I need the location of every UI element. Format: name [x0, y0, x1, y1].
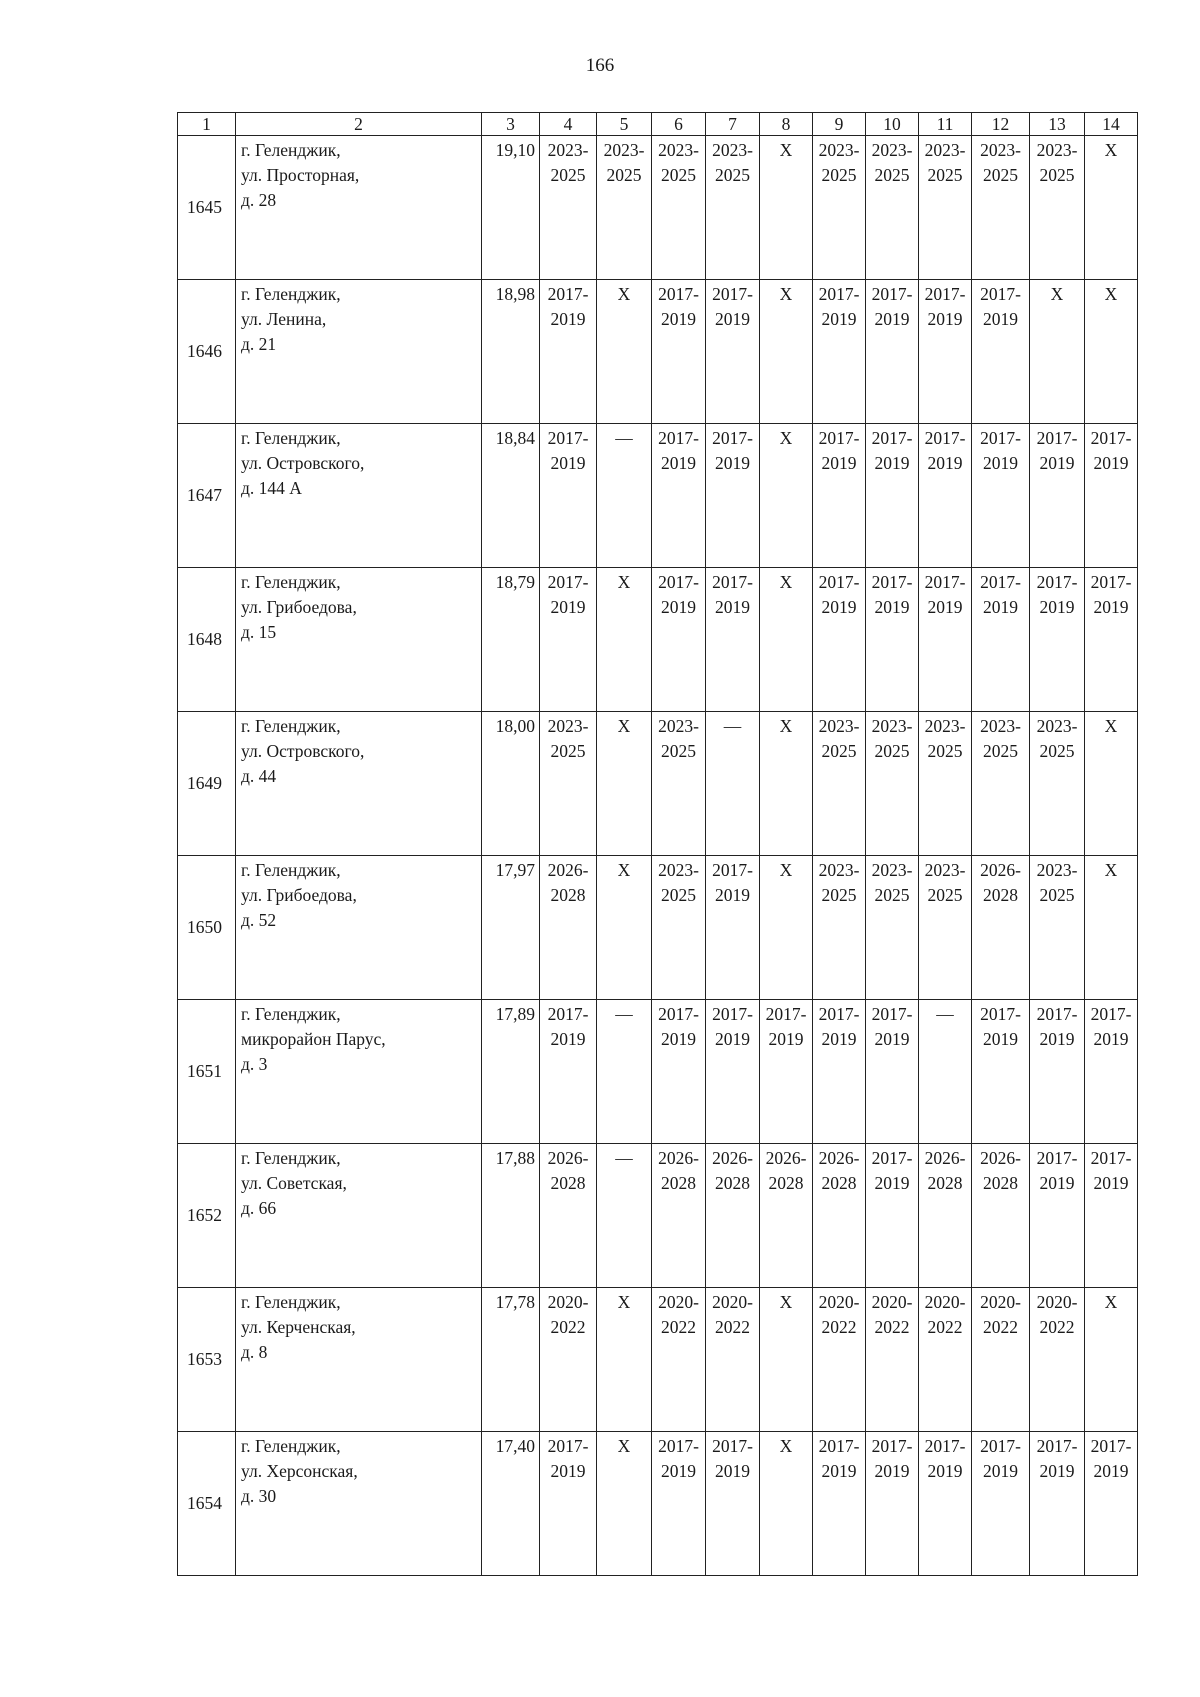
period-cell-col-14: Х: [1085, 280, 1138, 424]
period-cell-col-6: 2023- 2025: [652, 712, 706, 856]
period-cell-col-10: 2017- 2019: [866, 280, 919, 424]
period-cell-col-10: 2023- 2025: [866, 856, 919, 1000]
period-cell-col-5: Х: [597, 712, 652, 856]
column-header-4: 4: [540, 113, 597, 136]
row-number: 1650: [178, 856, 236, 1000]
period-cell-col-9: 2023- 2025: [813, 712, 866, 856]
period-cell-col-14: Х: [1085, 136, 1138, 280]
area-cell: 18,00: [482, 712, 540, 856]
period-cell-col-11: —: [919, 1000, 972, 1144]
period-cell-col-14: 2017- 2019: [1085, 424, 1138, 568]
period-cell-col-8: Х: [760, 1288, 813, 1432]
row-number: 1652: [178, 1144, 236, 1288]
period-cell-col-7: 2017- 2019: [706, 856, 760, 1000]
period-cell-col-8: Х: [760, 280, 813, 424]
period-cell-col-6: 2017- 2019: [652, 280, 706, 424]
table-body: [178, 136, 1138, 1576]
period-cell-col-7: 2020- 2022: [706, 1288, 760, 1432]
period-cell-col-7: 2023- 2025: [706, 136, 760, 280]
area-cell: 17,88: [482, 1144, 540, 1288]
row-number: 1645: [178, 136, 236, 280]
period-cell-col-4: 2017- 2019: [540, 568, 597, 712]
column-header-7: 7: [706, 113, 760, 136]
period-cell-col-13: 2023- 2025: [1030, 136, 1085, 280]
period-cell-col-11: 2017- 2019: [919, 280, 972, 424]
table-header-row: [178, 113, 1138, 136]
period-cell-col-10: 2023- 2025: [866, 712, 919, 856]
period-cell-col-9: 2017- 2019: [813, 280, 866, 424]
period-cell-col-5: 2023- 2025: [597, 136, 652, 280]
period-cell-col-6: 2017- 2019: [652, 568, 706, 712]
period-cell-col-14: Х: [1085, 1288, 1138, 1432]
column-header-9: 9: [813, 113, 866, 136]
row-number: 1647: [178, 424, 236, 568]
column-header-13: 13: [1030, 113, 1085, 136]
period-cell-col-13: 2017- 2019: [1030, 1432, 1085, 1576]
column-header-6: 6: [652, 113, 706, 136]
table-row: [178, 1000, 1138, 1144]
period-cell-col-8: Х: [760, 712, 813, 856]
period-cell-col-9: 2017- 2019: [813, 1000, 866, 1144]
period-cell-col-12: 2026- 2028: [972, 856, 1030, 1000]
period-cell-col-5: —: [597, 424, 652, 568]
period-cell-col-13: 2017- 2019: [1030, 1144, 1085, 1288]
period-cell-col-4: 2023- 2025: [540, 136, 597, 280]
period-cell-col-7: 2017- 2019: [706, 1432, 760, 1576]
area-cell: 17,89: [482, 1000, 540, 1144]
area-cell: 17,78: [482, 1288, 540, 1432]
area-cell: 18,98: [482, 280, 540, 424]
period-cell-col-5: —: [597, 1144, 652, 1288]
period-cell-col-11: 2026- 2028: [919, 1144, 972, 1288]
row-number: 1646: [178, 280, 236, 424]
period-cell-col-14: 2017- 2019: [1085, 1144, 1138, 1288]
period-cell-col-7: 2017- 2019: [706, 568, 760, 712]
period-cell-col-12: 2023- 2025: [972, 712, 1030, 856]
period-cell-col-13: 2017- 2019: [1030, 1000, 1085, 1144]
repair-schedule-table: [177, 112, 1138, 1576]
table-row: [178, 712, 1138, 856]
period-cell-col-6: 2017- 2019: [652, 424, 706, 568]
period-cell-col-14: 2017- 2019: [1085, 568, 1138, 712]
period-cell-col-12: 2020- 2022: [972, 1288, 1030, 1432]
address-cell: г. Геленджик, ул. Херсонская, д. 30: [236, 1432, 482, 1576]
area-cell: 18,79: [482, 568, 540, 712]
period-cell-col-10: 2017- 2019: [866, 1000, 919, 1144]
area-cell: 18,84: [482, 424, 540, 568]
period-cell-col-4: 2017- 2019: [540, 1432, 597, 1576]
row-number: 1651: [178, 1000, 236, 1144]
period-cell-col-13: 2017- 2019: [1030, 568, 1085, 712]
period-cell-col-5: —: [597, 1000, 652, 1144]
period-cell-col-8: 2026- 2028: [760, 1144, 813, 1288]
period-cell-col-8: Х: [760, 1432, 813, 1576]
period-cell-col-11: 2017- 2019: [919, 424, 972, 568]
period-cell-col-8: Х: [760, 136, 813, 280]
period-cell-col-4: 2020- 2022: [540, 1288, 597, 1432]
period-cell-col-10: 2020- 2022: [866, 1288, 919, 1432]
period-cell-col-6: 2023- 2025: [652, 136, 706, 280]
address-cell: г. Геленджик, микрорайон Парус, д. 3: [236, 1000, 482, 1144]
period-cell-col-7: 2017- 2019: [706, 424, 760, 568]
period-cell-col-11: 2020- 2022: [919, 1288, 972, 1432]
period-cell-col-13: Х: [1030, 280, 1085, 424]
period-cell-col-9: 2026- 2028: [813, 1144, 866, 1288]
period-cell-col-11: 2023- 2025: [919, 712, 972, 856]
period-cell-col-13: 2023- 2025: [1030, 712, 1085, 856]
row-number: 1654: [178, 1432, 236, 1576]
period-cell-col-10: 2017- 2019: [866, 1144, 919, 1288]
period-cell-col-4: 2017- 2019: [540, 1000, 597, 1144]
period-cell-col-12: 2017- 2019: [972, 1432, 1030, 1576]
row-number: 1653: [178, 1288, 236, 1432]
column-header-3: 3: [482, 113, 540, 136]
period-cell-col-14: Х: [1085, 712, 1138, 856]
period-cell-col-12: 2017- 2019: [972, 424, 1030, 568]
period-cell-col-4: 2026- 2028: [540, 1144, 597, 1288]
period-cell-col-11: 2017- 2019: [919, 568, 972, 712]
address-cell: г. Геленджик, ул. Керченская, д. 8: [236, 1288, 482, 1432]
period-cell-col-14: 2017- 2019: [1085, 1000, 1138, 1144]
period-cell-col-7: —: [706, 712, 760, 856]
period-cell-col-11: 2023- 2025: [919, 856, 972, 1000]
address-cell: г. Геленджик, ул. Советская, д. 66: [236, 1144, 482, 1288]
period-cell-col-4: 2017- 2019: [540, 424, 597, 568]
address-cell: г. Геленджик, ул. Грибоедова, д. 52: [236, 856, 482, 1000]
row-number: 1649: [178, 712, 236, 856]
period-cell-col-4: 2026- 2028: [540, 856, 597, 1000]
address-cell: г. Геленджик, ул. Просторная, д. 28: [236, 136, 482, 280]
period-cell-col-9: 2017- 2019: [813, 424, 866, 568]
period-cell-col-5: Х: [597, 280, 652, 424]
period-cell-col-10: 2017- 2019: [866, 568, 919, 712]
page-number: 166: [585, 55, 615, 76]
column-header-11: 11: [919, 113, 972, 136]
period-cell-col-6: 2020- 2022: [652, 1288, 706, 1432]
period-cell-col-8: 2017- 2019: [760, 1000, 813, 1144]
period-cell-col-8: Х: [760, 856, 813, 1000]
address-cell: г. Геленджик, ул. Островского, д. 44: [236, 712, 482, 856]
table-row: [178, 1144, 1138, 1288]
period-cell-col-9: 2017- 2019: [813, 568, 866, 712]
column-header-14: 14: [1085, 113, 1138, 136]
period-cell-col-14: Х: [1085, 856, 1138, 1000]
period-cell-col-11: 2017- 2019: [919, 1432, 972, 1576]
period-cell-col-12: 2017- 2019: [972, 1000, 1030, 1144]
column-header-5: 5: [597, 113, 652, 136]
table-row: [178, 1288, 1138, 1432]
row-number: 1648: [178, 568, 236, 712]
period-cell-col-5: Х: [597, 568, 652, 712]
table-row: [178, 280, 1138, 424]
period-cell-col-8: Х: [760, 568, 813, 712]
period-cell-col-13: 2020- 2022: [1030, 1288, 1085, 1432]
period-cell-col-14: 2017- 2019: [1085, 1432, 1138, 1576]
period-cell-col-4: 2023- 2025: [540, 712, 597, 856]
area-cell: 17,97: [482, 856, 540, 1000]
period-cell-col-10: 2023- 2025: [866, 136, 919, 280]
column-header-1: 1: [178, 113, 236, 136]
table-row: [178, 424, 1138, 568]
period-cell-col-5: Х: [597, 1288, 652, 1432]
address-cell: г. Геленджик, ул. Грибоедова, д. 15: [236, 568, 482, 712]
period-cell-col-7: 2026- 2028: [706, 1144, 760, 1288]
period-cell-col-12: 2017- 2019: [972, 280, 1030, 424]
table-row: [178, 1432, 1138, 1576]
period-cell-col-9: 2020- 2022: [813, 1288, 866, 1432]
period-cell-col-12: 2017- 2019: [972, 568, 1030, 712]
period-cell-col-9: 2017- 2019: [813, 1432, 866, 1576]
address-cell: г. Геленджик, ул. Островского, д. 144 А: [236, 424, 482, 568]
period-cell-col-9: 2023- 2025: [813, 856, 866, 1000]
period-cell-col-6: 2017- 2019: [652, 1432, 706, 1576]
table-row: [178, 136, 1138, 280]
period-cell-col-12: 2023- 2025: [972, 136, 1030, 280]
period-cell-col-7: 2017- 2019: [706, 280, 760, 424]
period-cell-col-13: 2023- 2025: [1030, 856, 1085, 1000]
period-cell-col-12: 2026- 2028: [972, 1144, 1030, 1288]
period-cell-col-13: 2017- 2019: [1030, 424, 1085, 568]
column-header-12: 12: [972, 113, 1030, 136]
period-cell-col-11: 2023- 2025: [919, 136, 972, 280]
column-header-8: 8: [760, 113, 813, 136]
area-cell: 17,40: [482, 1432, 540, 1576]
period-cell-col-5: Х: [597, 1432, 652, 1576]
area-cell: 19,10: [482, 136, 540, 280]
period-cell-col-10: 2017- 2019: [866, 1432, 919, 1576]
column-header-2: 2: [236, 113, 482, 136]
table-row: [178, 568, 1138, 712]
column-header-10: 10: [866, 113, 919, 136]
period-cell-col-5: Х: [597, 856, 652, 1000]
period-cell-col-10: 2017- 2019: [866, 424, 919, 568]
period-cell-col-6: 2026- 2028: [652, 1144, 706, 1288]
period-cell-col-8: Х: [760, 424, 813, 568]
period-cell-col-4: 2017- 2019: [540, 280, 597, 424]
period-cell-col-6: 2017- 2019: [652, 1000, 706, 1144]
table-row: [178, 856, 1138, 1000]
period-cell-col-9: 2023- 2025: [813, 136, 866, 280]
period-cell-col-6: 2023- 2025: [652, 856, 706, 1000]
period-cell-col-7: 2017- 2019: [706, 1000, 760, 1144]
address-cell: г. Геленджик, ул. Ленина, д. 21: [236, 280, 482, 424]
